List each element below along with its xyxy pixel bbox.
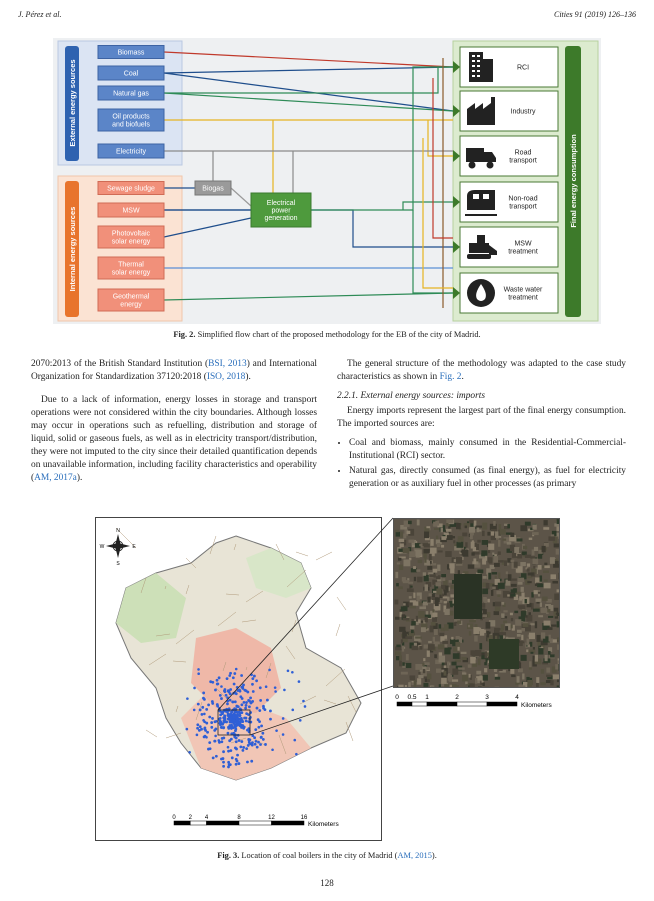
scale-tick-label: 1 xyxy=(425,694,429,701)
zoom-extent-box xyxy=(218,710,250,735)
internal-source-label: Geothermal energy xyxy=(112,293,150,309)
scale-tick-label: 0 xyxy=(172,815,176,821)
sink-label: Non-road transport xyxy=(508,195,538,211)
paragraph: Due to a lack of information, energy losses in storage and transport operations were not considered within the city boundaries. Although losses may occur in operations such as refuelling, distribution and storage of liquid, solid or gaseous fuels, as well as in electricity transport/distribution, they were not imputed to the city since their detailed quantification depends on unavailable information, including facility characteristics and operability (AM, 2017a). xyxy=(31,395,317,483)
running-head-journal: Cities 91 (2019) 126–136 xyxy=(554,10,636,19)
paragraph: The general structure of the methodology was adapted to the case study characteristics as shown in Fig. 2. xyxy=(337,359,626,382)
internal-group-label: Internal energy sources xyxy=(68,206,77,292)
park-patch xyxy=(454,574,482,619)
scale-tick-label: 8 xyxy=(237,815,241,821)
scale-segment xyxy=(427,702,457,706)
figure-3-caption: Fig. 3. Location of coal boilers in the city of Madrid (AM, 2015). xyxy=(217,851,437,860)
citation-link[interactable]: BSI, 2013 xyxy=(208,359,247,369)
citation-link[interactable]: AM, 2017a xyxy=(34,473,77,483)
svg-text:S: S xyxy=(116,561,120,567)
running-head-authors: J. Pérez et al. xyxy=(18,10,62,19)
electrical-power-generation-label: Electrical power generation xyxy=(264,199,298,223)
scale-unit-label: Kilometers xyxy=(308,821,339,828)
scale-segment xyxy=(397,702,412,706)
scale-tick-label: 2 xyxy=(188,815,192,821)
svg-text:W: W xyxy=(99,544,105,550)
scale-tick-label: 3 xyxy=(485,694,489,701)
internal-source-label: Thermal solar energy xyxy=(111,261,151,277)
external-source-label: Oil products and biofuels xyxy=(112,113,150,129)
sink-label: Industry xyxy=(510,108,536,116)
scale-tick-label: 16 xyxy=(300,815,308,821)
scale-segment xyxy=(457,702,487,706)
external-group-label: External energy sources xyxy=(68,59,77,147)
scale-tick-label: 0.5 xyxy=(407,694,417,701)
citation-link[interactable]: AM, 2015 xyxy=(397,851,432,860)
satellite-inset xyxy=(393,518,560,688)
scale-tick-label: 12 xyxy=(268,815,275,821)
internal-source-label: Photovoltaic solar energy xyxy=(111,230,151,246)
satellite-scale-bar xyxy=(393,690,593,712)
external-source-label: Natural gas xyxy=(113,90,149,98)
external-source-label: Biomass xyxy=(117,49,145,57)
scale-tick-label: 0 xyxy=(395,694,399,701)
sink-label: RCI xyxy=(516,64,530,72)
svg-text:E: E xyxy=(132,544,136,550)
sink-label: MSW treatment xyxy=(508,240,538,256)
scale-tick-label: 4 xyxy=(515,694,519,701)
scale-unit-label: Kilometers xyxy=(521,702,552,709)
scale-segment xyxy=(412,702,427,706)
page-number: 128 xyxy=(320,878,334,888)
list-item: • Coal and biomass, mainly consumed in the Residential-Commercial-Institutional (RCI) sector. xyxy=(349,437,626,463)
list-item: • Natural gas, directly consumed (as final energy), as fuel for electricity generation or as auxiliary fuel in other processes (as primary xyxy=(349,465,626,491)
sink-label: Waste water treatment xyxy=(503,286,543,302)
section-subheading: 2.2.1. External energy sources: imports xyxy=(337,391,485,401)
external-source-label: Electricity xyxy=(116,148,146,156)
internal-source-label: Sewage sludge xyxy=(107,185,155,193)
paragraph: Energy imports represent the largest part of the final energy consumption. The imported sources are: xyxy=(337,406,626,429)
sink-label: Road transport xyxy=(509,149,537,165)
scale-tick-label: 2 xyxy=(455,694,459,701)
figure-link[interactable]: Fig. 2 xyxy=(439,372,462,382)
figure-2-caption: Fig. 2. Simplified flow chart of the proposed methodology for the EB of the city of Madrid. xyxy=(173,330,481,339)
biogas-label: Biogas xyxy=(202,185,224,193)
scale-tick-label: 4 xyxy=(204,815,209,821)
final-group-label: Final energy consumption xyxy=(569,134,578,228)
external-source-label: Coal xyxy=(123,70,139,78)
svg-text:N: N xyxy=(116,528,120,534)
park-patch xyxy=(489,639,519,669)
internal-source-label: MSW xyxy=(122,207,140,215)
citation-link[interactable]: ISO, 2018 xyxy=(206,372,246,382)
paragraph: 2070:2013 of the British Standard Institution (BSI, 2013) and International Organization for Standardization 37120:2018 (ISO, 2018). xyxy=(31,359,317,382)
scale-segment xyxy=(487,702,517,706)
